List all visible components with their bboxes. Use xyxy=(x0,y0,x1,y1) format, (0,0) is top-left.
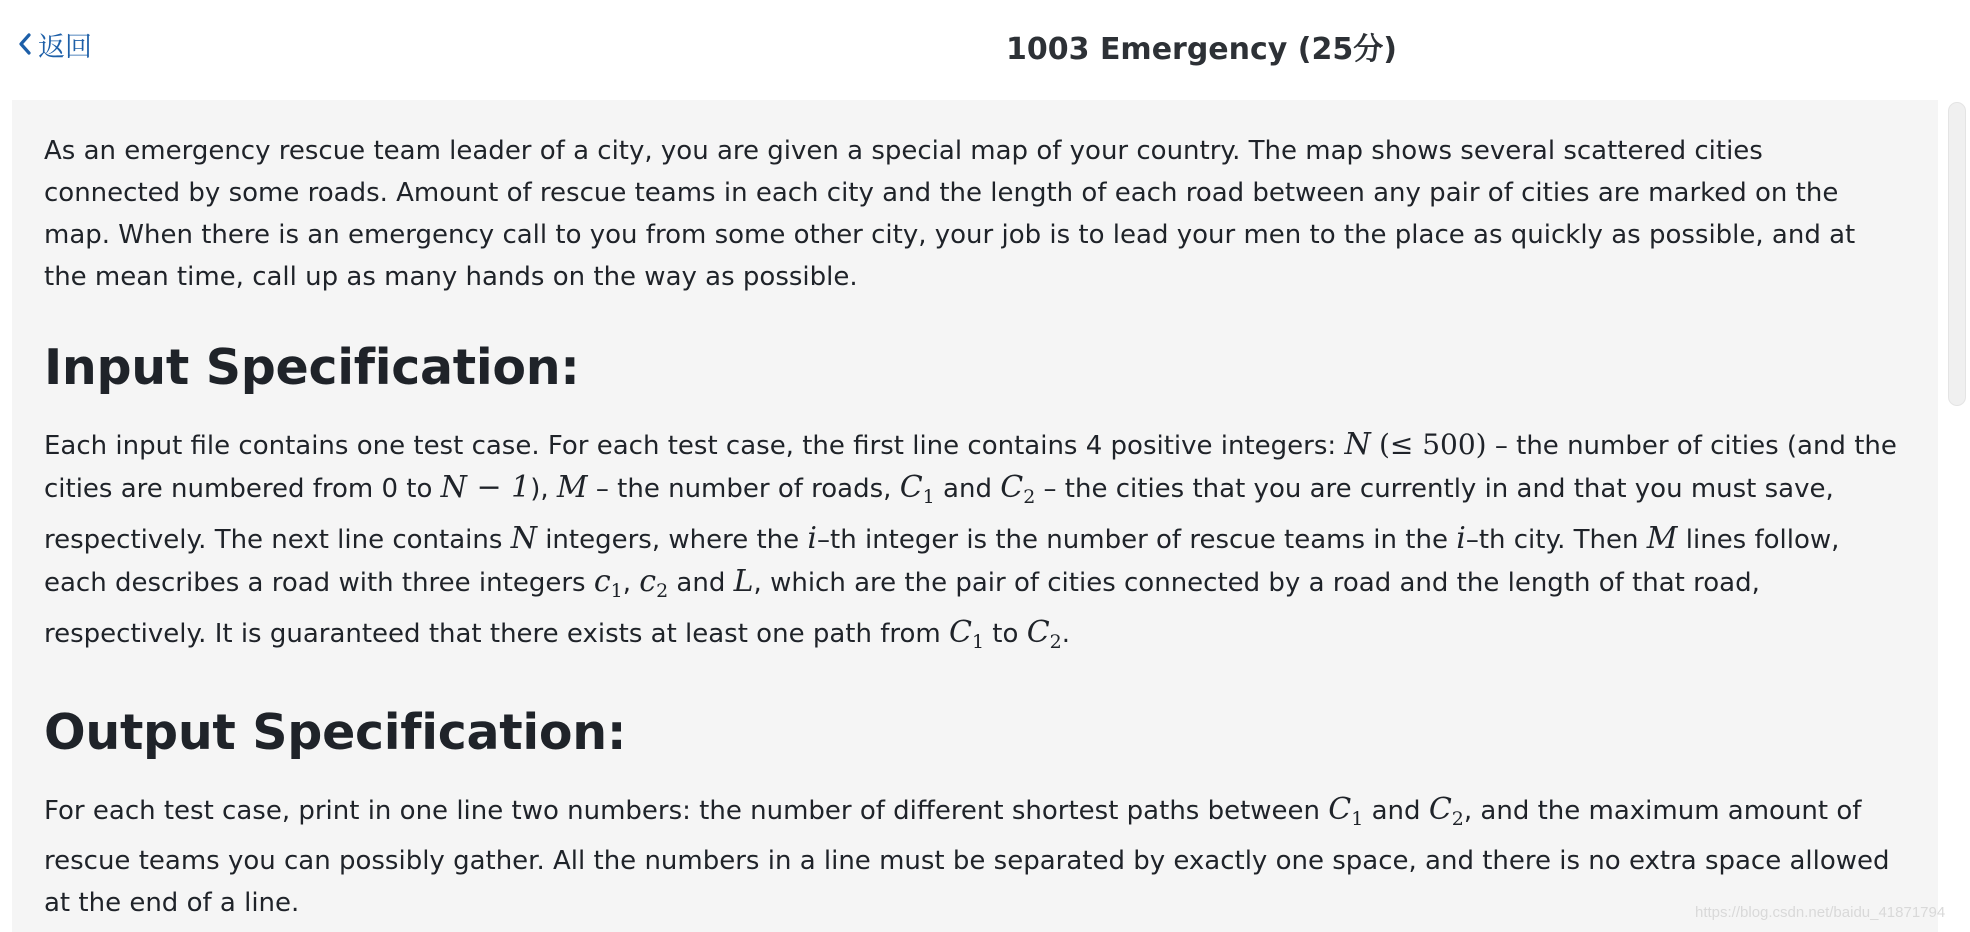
problem-content xyxy=(12,100,1938,932)
output-specification-text: For each test case, print in one line two numbers: the number of different shortest paths between $C_1$ and $C_2$, and the maximum amount of rescue teams you can possibly gather. All the numbers in a line must be separated by exactly one space, and there is no extra space allowed at the end of a line. xyxy=(44,792,1890,918)
page-title-text: 1003 Emergency (25分) xyxy=(1006,32,1397,67)
input-specification-heading: Input Specification: xyxy=(44,339,580,396)
back-label: 返回 xyxy=(38,31,92,63)
page-title xyxy=(0,24,1970,68)
top-bar xyxy=(0,0,1970,90)
output-specification-heading: Output Specification: xyxy=(44,704,627,761)
scrollbar-thumb[interactable] xyxy=(1948,102,1966,406)
problem-description: As an emergency rescue team leader of a city, you are given a special map of your country. The map shows several scattered cities connected by some roads. Amount of rescue teams in each city and the length of each road between any pair of cities are marked on the map. When there is an emergency call to you from some other city, your job is to lead your men to the place as quickly as possible, and at the mean time, call up as many hands on the way as possible. xyxy=(44,136,1856,292)
input-specification-text: Each input file contains one test case. For each test case, the first line contains 4 positive integers: N (≤ 500) – the number of cities (and the cities are numbered from 0 to N − 1), M – the number of roads, $C_1$ and $C_2$ – the cities that you are currently in and that you must save, respectively. The next line contains N integers, where the i–th integer is the number of rescue teams in the i–th city. Then M lines follow, each describes a road with three integers $c_1$, $c_2$ and L, which are the pair of cities connected by a road and the length of that road, respectively. It is guaranteed that there exists at least one path from $C_1$ to $C_2$. xyxy=(44,427,1897,653)
watermark: https://blog.csdn.net/baidu_41871794 xyxy=(1695,904,1946,921)
